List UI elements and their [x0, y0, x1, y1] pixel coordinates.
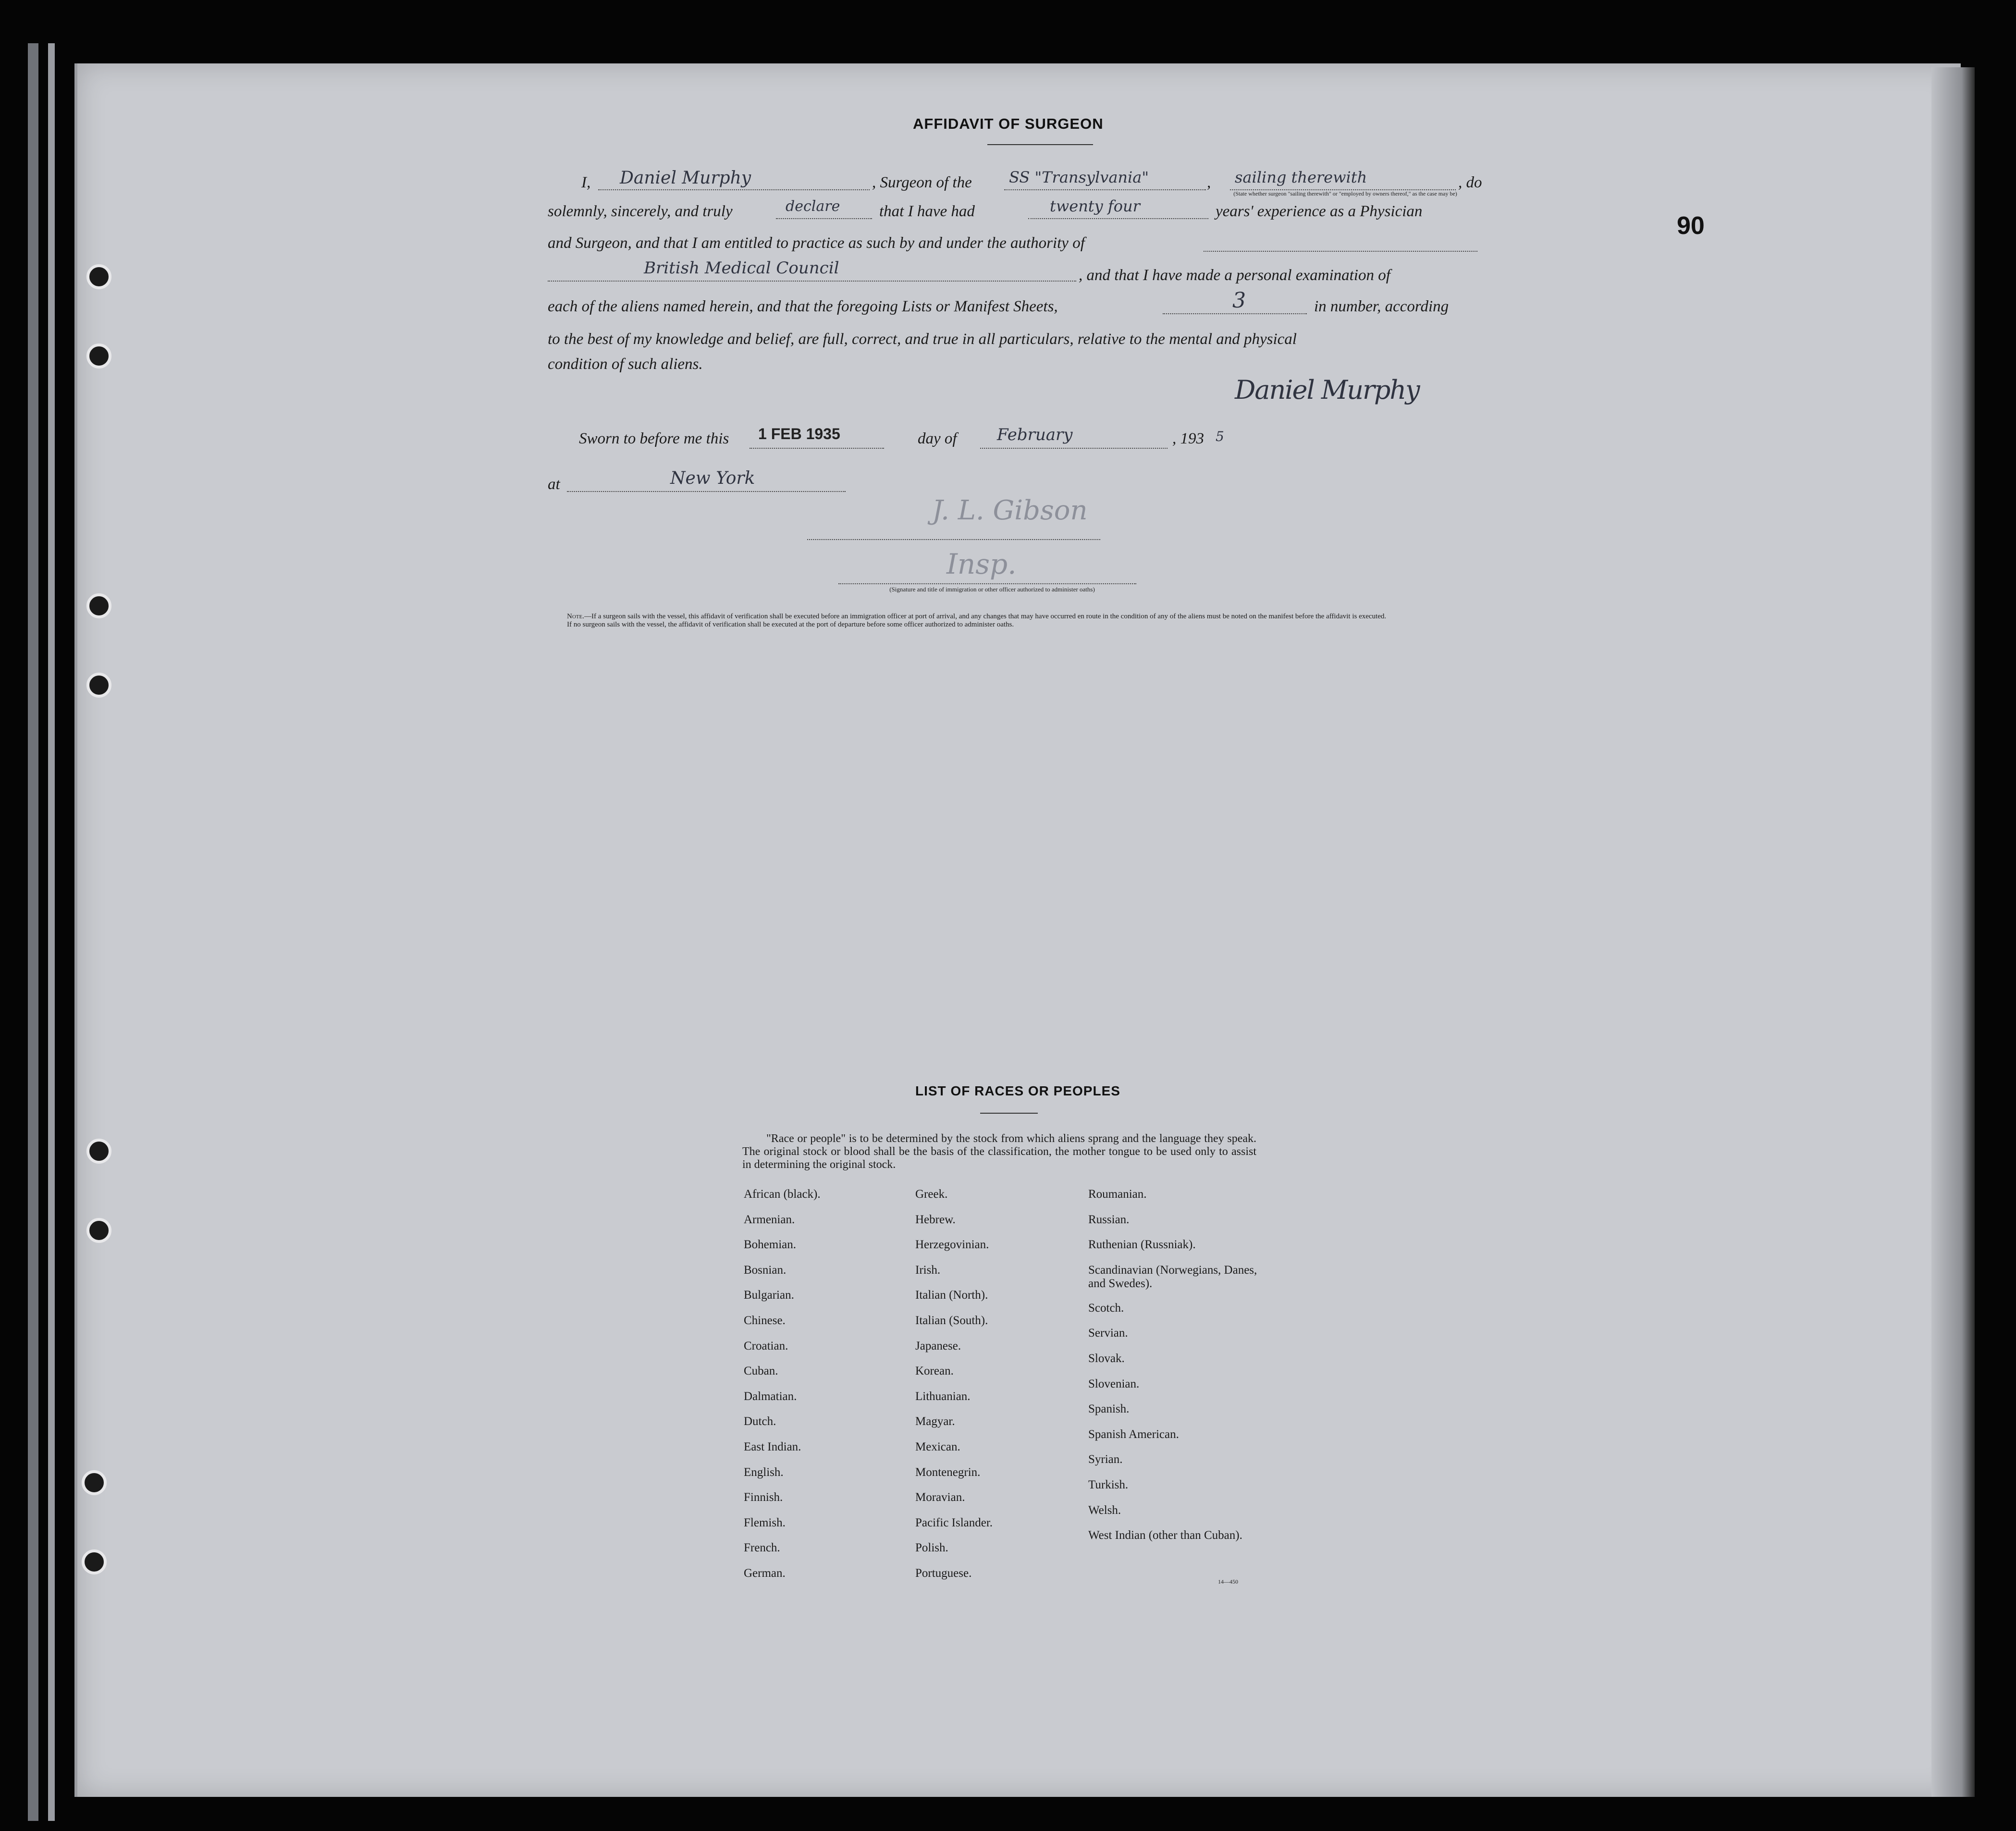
blank-line [1028, 217, 1208, 219]
handwritten-place: New York [670, 468, 755, 488]
race-item: Welsh. [1088, 1503, 1121, 1517]
race-item: Spanish. [1088, 1402, 1130, 1416]
blank-line [776, 217, 872, 219]
blank-line [567, 490, 846, 492]
affidavit-text: and Surgeon, and that I am entitled to practice as such by and under the authority of [548, 234, 1085, 252]
officer-signature: J. L. Gibson [932, 495, 1088, 526]
race-item: Roumanian. [1088, 1188, 1147, 1201]
affidavit-text: , Surgeon of the [872, 174, 972, 191]
affidavit-text: solemnly, sincerely, and truly [548, 203, 733, 220]
races-column-2 [915, 1188, 993, 1592]
race-item: Spanish American. [1088, 1427, 1179, 1441]
date-stamp: 1 FEB 1935 [758, 425, 840, 442]
blank-line [807, 538, 1100, 540]
handwritten-declare: declare [786, 198, 840, 215]
binder-hole [82, 1470, 107, 1495]
race-item: Montenegrin. [915, 1465, 981, 1479]
race-item: Italian (South). [915, 1314, 988, 1327]
race-item: West Indian (other than Cuban). [1088, 1529, 1242, 1542]
at-text: at [548, 476, 560, 493]
race-item: Magyar. [915, 1415, 955, 1428]
races-title: LIST OF RACES OR PEOPLES [915, 1083, 1120, 1098]
race-item: Turkish. [1088, 1478, 1129, 1491]
race-item: Scotch. [1088, 1301, 1124, 1315]
affidavit-text: , and that I have made a personal examination of [1079, 267, 1390, 284]
race-item: Croatian. [744, 1339, 788, 1352]
race-item: Scandinavian (Norwegians, Danes, and Swedes). [1088, 1263, 1257, 1290]
race-item: Armenian. [744, 1213, 795, 1226]
blank-line [1004, 188, 1206, 190]
manifest-page [74, 63, 1961, 1797]
race-item: Lithuanian. [915, 1389, 971, 1403]
race-item: Finnish. [744, 1491, 783, 1504]
race-item: Korean. [915, 1364, 954, 1378]
binding-edge [28, 43, 38, 1821]
binder-hole [86, 264, 111, 289]
blank-line [548, 280, 1076, 282]
race-item: Hebrew. [915, 1213, 956, 1226]
title-rule [980, 1113, 1038, 1114]
races-column-1 [744, 1188, 821, 1592]
race-item: Syrian. [1088, 1453, 1123, 1466]
affidavit-text: years' experience as a Physician [1216, 203, 1423, 220]
race-item: Slovenian. [1088, 1377, 1140, 1390]
officer-caption: (Signature and title of immigration or other officer authorized to administer oaths) [889, 586, 1095, 593]
blank-line [980, 447, 1168, 449]
race-item: Herzegovinian. [915, 1238, 989, 1252]
blank-line [598, 188, 870, 190]
note-text-2: If no surgeon sails with the vessel, the affidavit of verification shall be executed at the port of departure before some officer authorized to administer oaths. [567, 621, 1014, 628]
race-item: Pacific Islander. [915, 1516, 993, 1529]
races-intro: "Race or people" is to be determined by the stock from which aliens sprang and the language they speak. The original stock or blood shall be the basis of the classification, the mother tongue to be used only to assist in determining the original stock. [742, 1132, 1256, 1171]
officer-title: Insp. [947, 548, 1017, 580]
affidavit-text: that I have had [879, 203, 975, 220]
race-item: Greek. [915, 1188, 948, 1201]
race-item: Dutch. [744, 1415, 776, 1428]
blank-line [1204, 250, 1477, 252]
handwritten-month: February [997, 425, 1073, 444]
race-item: Mexican. [915, 1440, 960, 1453]
page-number: 90 [1677, 212, 1705, 240]
race-item: Irish. [915, 1263, 941, 1277]
race-item: Servian. [1088, 1327, 1128, 1340]
handwritten-surgeon-name: Daniel Murphy [620, 168, 751, 188]
handwritten-authority: British Medical Council [644, 258, 839, 278]
race-item: Bulgarian. [744, 1289, 794, 1302]
binder-hole [82, 1549, 107, 1574]
affidavit-text: , [1207, 174, 1211, 191]
affidavit-text: to the best of my knowledge and belief, are full, correct, and true in all particulars, relative to the mental and physical [548, 331, 1297, 348]
binding-edge [48, 43, 55, 1821]
race-item: German. [744, 1566, 786, 1580]
note-label: Note. [567, 613, 584, 620]
races-column-3 [1088, 1188, 1261, 1567]
affidavit-title: AFFIDAVIT OF SURGEON [913, 115, 1104, 132]
race-item: English. [744, 1465, 784, 1479]
race-item: Chinese. [744, 1314, 786, 1327]
affidavit-text: each of the aliens named herein, and that the foregoing Lists or Manifest Sheets, [548, 298, 1058, 315]
handwritten-sheet-count: 3 [1232, 288, 1246, 313]
race-item: French. [744, 1541, 780, 1555]
note-paragraph [548, 613, 1480, 629]
binder-hole [86, 1218, 111, 1243]
race-item: Flemish. [744, 1516, 786, 1529]
race-item: Dalmatian. [744, 1389, 797, 1403]
sailing-caption: (State whether surgeon "sailing therewith" or "employed by owners thereof," as the case may be) [1233, 190, 1457, 197]
race-item: Slovak. [1088, 1352, 1125, 1365]
race-item: Polish. [915, 1541, 948, 1555]
handwritten-ship: SS "Transylvania" [1009, 168, 1149, 186]
race-item: African (black). [744, 1188, 821, 1201]
race-item: Cuban. [744, 1364, 778, 1378]
race-item: Japanese. [915, 1339, 961, 1352]
race-item: East Indian. [744, 1440, 801, 1453]
page-edge-shadow [1931, 67, 1975, 1797]
sworn-text: day of [918, 430, 957, 447]
affidavit-text: , do [1458, 174, 1482, 191]
blank-line [838, 582, 1136, 584]
race-item: Portuguese. [915, 1566, 972, 1580]
affidavit-text: condition of such aliens. [548, 356, 703, 373]
sworn-text: Sworn to before me this [579, 430, 729, 447]
affidavit-text: I, [581, 174, 591, 191]
form-code: 14—450 [1218, 1578, 1238, 1585]
title-rule [987, 144, 1093, 145]
binder-hole [86, 593, 111, 618]
race-item: Moravian. [915, 1491, 965, 1504]
surgeon-signature: Daniel Murphy [1235, 375, 1419, 405]
race-item: Russian. [1088, 1213, 1130, 1226]
binder-hole [86, 1139, 111, 1164]
handwritten-year: 5 [1216, 429, 1224, 444]
handwritten-years: twenty four [1050, 197, 1140, 215]
race-item: Bohemian. [744, 1238, 797, 1252]
handwritten-sailing: sailing therewith [1235, 168, 1367, 186]
binder-hole [86, 673, 111, 698]
sworn-text: , 193 [1172, 430, 1204, 447]
note-text-1: —If a surgeon sails with the vessel, this affidavit of verification shall be executed before an immigration officer at port of arrival, and any changes that may have occurred en route in the condition of any of the aliens must be noted on the manifest before the affidavit is executed. [584, 613, 1387, 620]
binder-hole [86, 344, 111, 369]
race-item: Ruthenian (Russniak). [1088, 1238, 1196, 1252]
race-item: Bosnian. [744, 1263, 787, 1277]
blank-line [750, 447, 884, 449]
race-item: Italian (North). [915, 1289, 988, 1302]
affidavit-text: in number, according [1314, 298, 1449, 315]
